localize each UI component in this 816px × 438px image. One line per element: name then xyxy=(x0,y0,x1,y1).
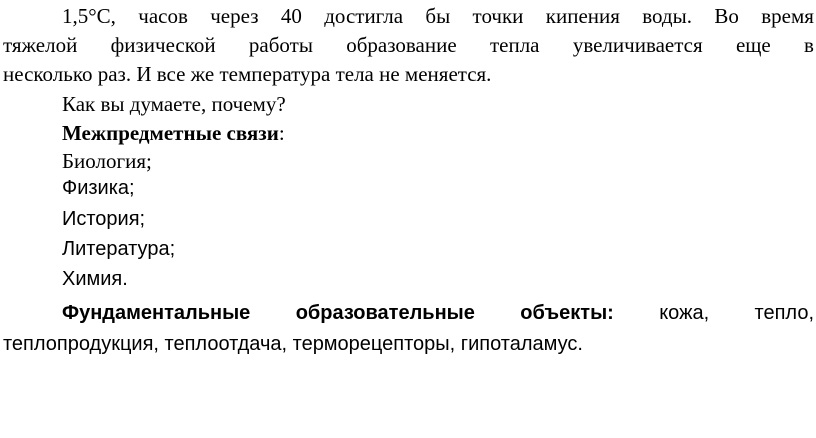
fundamental-line-1 xyxy=(62,303,814,323)
paragraph-line-1 xyxy=(62,6,814,27)
word: время xyxy=(761,4,814,28)
list-item-literature: Литература; xyxy=(62,238,176,260)
word: в xyxy=(804,33,814,57)
word: работы xyxy=(248,33,313,57)
question-text: Как вы думаете, почему? xyxy=(62,92,286,116)
paragraph-line-3: несколько раз. И все же температура тела не меняется. xyxy=(3,62,492,86)
word: достигла xyxy=(324,4,404,28)
paragraph-line-2 xyxy=(3,35,814,56)
word: бы xyxy=(425,4,451,28)
word: образование xyxy=(346,33,457,57)
word: кипения xyxy=(545,4,620,28)
word: через xyxy=(210,4,259,28)
fundamental-heading-word: Фундаментальные xyxy=(62,302,251,324)
word: тепло, xyxy=(754,302,814,324)
list-item-biology: Биология; xyxy=(62,149,152,173)
list-item-history: История; xyxy=(62,208,146,230)
word: часов xyxy=(138,4,188,28)
word: Во xyxy=(714,4,739,28)
fundamental-heading-word: объекты: xyxy=(520,302,614,324)
fundamental-heading-word: образовательные xyxy=(295,302,475,324)
word: воды. xyxy=(642,4,692,28)
word: точки xyxy=(472,4,524,28)
fundamental-line-2: теплопродукция, теплоотдача, терморецепторы, гипоталамус. xyxy=(3,333,583,355)
word: еще xyxy=(735,33,771,57)
interdisciplinary-heading-line xyxy=(62,123,285,144)
word: тяжелой xyxy=(3,33,78,57)
list-item-chemistry: Химия. xyxy=(62,268,128,290)
heading-colon: : xyxy=(278,121,285,145)
word: тепла xyxy=(489,33,540,57)
word: кожа, xyxy=(659,302,710,324)
word: увеличивается xyxy=(572,33,703,57)
interdisciplinary-heading: Межпредметные связи xyxy=(62,121,279,145)
word: 1,5°С, xyxy=(62,4,116,28)
list-item-physics: Физика; xyxy=(62,177,135,199)
word: физической xyxy=(110,33,216,57)
word: 40 xyxy=(280,4,302,28)
